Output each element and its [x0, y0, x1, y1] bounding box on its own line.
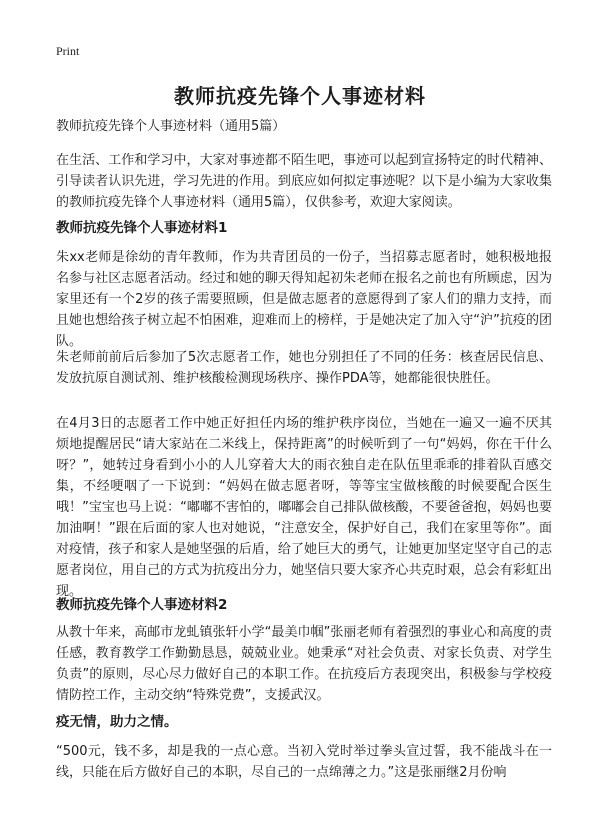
- section-heading-3: 疫无情，助力之情。: [56, 714, 178, 730]
- section1-paragraph-3: 在4月3日的志愿者工作中她正好担任内场的维护秩序岗位，当她在一遍又一遍不厌其烦地提醒居民“请大家站在二米线上，保持距离”的时候听到了一句“妈妈，你在干什么呀？”，她转过身看到小小的人儿穿着大大的雨衣独自走在队伍里乖乖的排着队百感交集，不经哽咽了一下说到：“妈妈在做志愿者呀，等等宝宝做核酸的时候要配合医生哦！”宝宝也马上说：“嘟嘟不害怕的，嘟嘟会自己排队做核酸，不要爸爸抱，妈妈也要加油啊！”跟在后面的家人也对她说，“注意安全，保护好自己，我们在家里等你”。面对疫情，孩子和家人是她坚强的后盾，给了她巨大的勇气，让她更加坚定坚守自己的志愿者岗位，用自己的方式为抗疫出分力，她坚信只要大家齐心共克时艰，总会有彩虹出现。: [56, 416, 552, 599]
- section-heading-1: 教师抗疫先锋个人事迹材料1: [56, 220, 228, 236]
- section-heading-2: 教师抗疫先锋个人事迹材料2: [56, 597, 228, 613]
- section2-paragraph-1: 从教十年来，高邮市龙虬镇张轩小学“最美巾帼”张丽老师有着强烈的事业心和高度的责任感，教育教学工作勤勤恳恳，兢兢业业。她秉承“对社会负责、对家长负责、对学生负责”的原则，尽心尽力做好自己的本职工作。在抗疫后方表现突出，积极参与学校疫情防控工作，主动交纳“特殊党费”，支援武汉。: [56, 625, 552, 703]
- section1-paragraph-1: 朱xx老师是徐幼的青年教师，作为共青团员的一份子，当招募志愿者时，她积极地报名参与社区志愿者活动。经过和她的聊天得知起初朱老师在报名之前也有所顾虑，因为家里还有一个2岁的孩子需要照顾，但是做志愿者的意愿得到了家人们的鼎力支持，而且她也想给孩子树立起不怕困难，迎难而上的榜样，于是她决定了加入守“沪”抗疫的团队。: [56, 250, 552, 349]
- page-title: 教师抗疫先锋个人事迹材料: [174, 84, 426, 108]
- intro-paragraph: 在生活、工作和学习中，大家对事迹都不陌生吧，事迹可以起到宣扬特定的时代精神、引导读者认识先进，学习先进的作用。到底应如何拟定事迹呢？以下是小编为大家收集的教师抗疫先锋个人事迹材料（通用5篇），仅供参考，欢迎大家阅读。: [56, 153, 552, 210]
- print-link[interactable]: Print: [56, 44, 80, 58]
- section3-paragraph-1: “500元，钱不多，却是我的一点心意。当初入党时举过拳头宣过誓，我不能战斗在一线，只能在后方做好自己的本职，尽自己的一点绵薄之力。”这是张丽继2月份响: [56, 744, 552, 780]
- section1-paragraph-2: 朱老师前前后后参加了5次志愿者工作，她也分别担任了不同的任务：核查居民信息、发放抗原自测试剂、维护核酸检测现场秩序、操作PDA等，她都能很快胜任。: [56, 350, 552, 386]
- subtitle: 教师抗疫先锋个人事迹材料（通用5篇）: [56, 119, 286, 134]
